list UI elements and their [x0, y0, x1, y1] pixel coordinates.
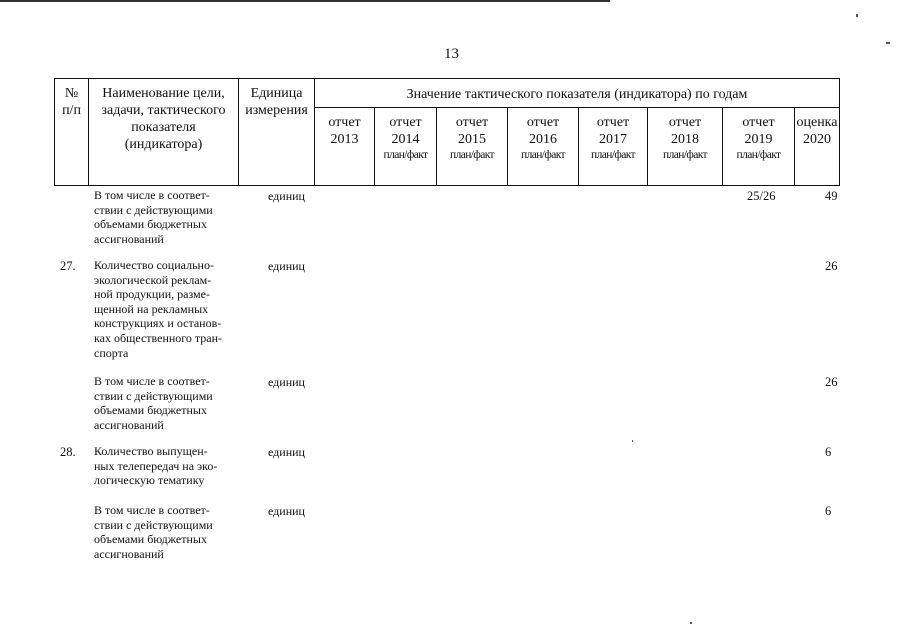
- row-name-line: спорта: [94, 345, 129, 360]
- row-unit: единиц: [268, 375, 305, 389]
- row-name-line: логическую тематику: [94, 473, 205, 488]
- row-name-line: ной продукции, разме-: [94, 287, 210, 302]
- row-name-line: ствии с действующими: [94, 517, 213, 532]
- row-name-line: объемами бюджетных: [94, 532, 207, 547]
- scan-speck: [856, 14, 858, 17]
- row-name-line: ассигнований: [94, 417, 164, 432]
- row-name: [94, 188, 236, 246]
- header-text: №: [64, 86, 79, 101]
- header-values-title: Значение тактического показателя (индикатора) по годам: [406, 87, 748, 102]
- year-label: отчет: [668, 115, 702, 130]
- row-value-2020: 26: [825, 259, 838, 273]
- row-name-line: В том числе в соответ-: [94, 188, 210, 202]
- year-col-2013: [315, 114, 374, 148]
- header-text: Наименование цели,: [102, 86, 225, 101]
- row-name-line: ассигнований: [94, 231, 164, 246]
- row-name-line: объемами бюджетных: [94, 217, 207, 232]
- year-value: 2017: [599, 132, 627, 147]
- year-sub: план/факт: [383, 149, 428, 161]
- row-unit: единиц: [268, 504, 305, 518]
- year-col-2015: [437, 114, 507, 163]
- year-sub: план/факт: [591, 149, 635, 161]
- row-name-line: ствии с действующими: [94, 202, 213, 217]
- top-rule: [0, 0, 610, 2]
- year-col-2017: [579, 114, 647, 163]
- row-value-2020: 26: [825, 375, 838, 389]
- row-name-line: экологической реклам-: [94, 272, 212, 287]
- year-label: оценка: [796, 115, 838, 130]
- year-label: отчет: [742, 115, 775, 130]
- header-name: [89, 85, 238, 153]
- scan-speck: [886, 42, 890, 44]
- year-sub: план/факт: [450, 149, 494, 161]
- header-text: (индикатора): [124, 137, 203, 152]
- header-text: показателя: [131, 120, 196, 135]
- row-name: [94, 444, 236, 488]
- year-label: отчет: [526, 115, 560, 130]
- year-value: 2016: [529, 132, 557, 147]
- year-label: отчет: [596, 115, 630, 130]
- year-label: отчет: [389, 115, 422, 130]
- grid-line: [314, 107, 840, 108]
- header-number: [55, 85, 88, 119]
- row-name-line: объемами бюджетных: [94, 403, 207, 418]
- row-name-line: ных телепередач на эко-: [94, 458, 218, 473]
- year-col-2014: [375, 114, 436, 163]
- year-value: 2014: [391, 132, 420, 147]
- header-text: п/п: [62, 103, 81, 118]
- year-col-2018: [648, 114, 722, 163]
- header-text: Единица: [250, 86, 303, 101]
- year-col-2016: [508, 114, 578, 163]
- row-name-line: Количество социально-: [94, 258, 214, 272]
- row-number: 27.: [60, 259, 76, 273]
- row-name-line: В том числе в соответ-: [94, 503, 210, 517]
- year-value: 2015: [458, 132, 486, 147]
- row-value-2020: 6: [825, 445, 832, 459]
- year-sub: план/факт: [736, 149, 781, 161]
- grid-line: [839, 78, 840, 185]
- row-value-2019: 25/26: [747, 189, 776, 203]
- row-name-line: щенной на рекламных: [94, 301, 209, 316]
- row-name-line: Количество выпущен-: [94, 444, 208, 458]
- year-sub: план/факт: [663, 149, 707, 161]
- row-name-line: конструкциях и останов-: [94, 316, 222, 331]
- row-name: [94, 503, 236, 561]
- year-value: 2013: [330, 132, 359, 147]
- year-col-2020: [795, 114, 839, 148]
- row-name-line: ствии с действующими: [94, 388, 213, 403]
- year-label: отчет: [455, 115, 489, 130]
- header-text: задачи, тактического: [101, 103, 226, 118]
- row-name: [94, 258, 236, 360]
- year-value: 2019: [744, 132, 773, 147]
- row-name-line: ассигнований: [94, 546, 164, 561]
- row-unit: единиц: [268, 259, 305, 273]
- row-number: 28.: [60, 445, 76, 459]
- row-value-2020: 49: [825, 189, 838, 203]
- year-value: 2020: [803, 132, 831, 147]
- year-value: 2018: [671, 132, 699, 147]
- row-unit: единиц: [268, 445, 305, 459]
- header-text: измерения: [245, 103, 308, 118]
- year-label: отчет: [328, 115, 361, 130]
- scan-speck: [632, 440, 633, 442]
- row-name: [94, 374, 236, 432]
- year-col-2019: [723, 114, 794, 163]
- row-value-2020: 6: [825, 504, 832, 518]
- row-name-line: В том числе в соответ-: [94, 374, 210, 388]
- row-unit: единиц: [268, 189, 305, 203]
- row-name-line: ках общественного тран-: [94, 330, 223, 345]
- header-unit: [239, 85, 314, 119]
- scan-speck: [690, 622, 692, 624]
- year-sub: план/факт: [521, 149, 565, 161]
- page-number: 13: [444, 46, 459, 62]
